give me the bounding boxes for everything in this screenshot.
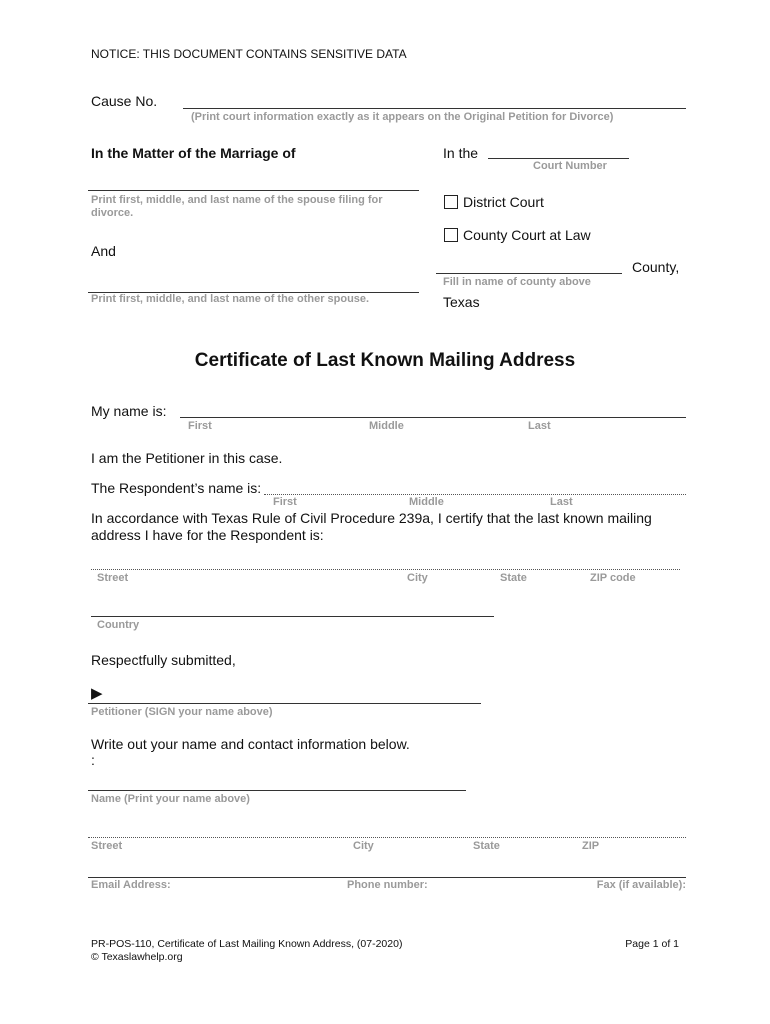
in-the-label: In the <box>443 145 479 161</box>
my-name-field[interactable] <box>180 417 686 418</box>
address-country-hint: Country <box>97 619 140 631</box>
contact-phone-hint: Phone number: <box>347 879 428 891</box>
contact-fax-hint: Fax (if available): <box>596 879 686 891</box>
signature-arrow-icon: ▶ <box>91 685 103 702</box>
address-state-hint: State <box>500 572 527 584</box>
respondent-last-hint: Last <box>550 496 573 508</box>
contact-name-field[interactable] <box>88 790 466 791</box>
address-city-hint: City <box>407 572 428 584</box>
state-texas: Texas <box>443 294 480 310</box>
contact-city-hint: City <box>353 840 374 852</box>
respondent-name-label: The Respondent’s name is: <box>91 480 262 496</box>
document-title: Certificate of Last Known Mailing Address <box>194 350 576 371</box>
district-court-label: District Court <box>463 194 544 210</box>
footer-copyright: © Texaslawhelp.org <box>91 951 183 963</box>
cause-number-label: Cause No. <box>91 93 158 109</box>
my-name-first-hint: First <box>188 420 212 432</box>
cause-number-hint: (Print court information exactly as it appears on the Original Petition for Divorce) <box>191 111 614 123</box>
footer-page-number: Page 1 of 1 <box>625 938 679 950</box>
county-label: County, <box>632 259 680 275</box>
contact-colon: : <box>91 752 95 768</box>
respondent-address-field[interactable] <box>91 569 680 570</box>
contact-street-hint: Street <box>91 840 123 852</box>
my-name-last-hint: Last <box>528 420 551 432</box>
address-zip-hint: ZIP code <box>590 572 636 584</box>
spouse-filing-name-field[interactable] <box>88 190 419 191</box>
contact-address-field[interactable] <box>88 837 686 838</box>
petitioner-statement: I am the Petitioner in this case. <box>91 450 283 466</box>
contact-zip-hint: ZIP <box>582 840 600 852</box>
contact-name-hint: Name (Print your name above) <box>91 793 250 805</box>
respondent-first-hint: First <box>273 496 297 508</box>
county-name-field[interactable] <box>436 273 622 274</box>
respondent-country-field[interactable] <box>91 616 494 617</box>
my-name-label: My name is: <box>91 403 167 419</box>
spouse-filing-hint: Print first, middle, and last name of the spouse filing for divorce. <box>91 194 383 219</box>
cause-number-field[interactable] <box>183 108 686 109</box>
my-name-middle-hint: Middle <box>369 420 404 432</box>
county-court-at-law-label: County Court at Law <box>463 227 591 243</box>
respondent-name-field[interactable] <box>264 494 686 495</box>
respondent-middle-hint: Middle <box>409 496 444 508</box>
court-number-field[interactable] <box>488 158 629 159</box>
address-street-hint: Street <box>97 572 129 584</box>
county-court-at-law-checkbox[interactable] <box>444 228 458 242</box>
district-court-checkbox[interactable] <box>444 195 458 209</box>
contact-details-field[interactable] <box>88 877 686 878</box>
certify-text-line1: In accordance with Texas Rule of Civil Procedure 239a, I certify that the last known mailing <box>91 510 652 526</box>
respectfully-submitted: Respectfully submitted, <box>91 652 236 668</box>
contact-intro: Write out your name and contact information below. <box>91 736 410 752</box>
sensitive-data-notice: NOTICE: THIS DOCUMENT CONTAINS SENSITIVE DATA <box>91 47 407 61</box>
contact-email-hint: Email Address: <box>91 879 171 891</box>
contact-state-hint: State <box>473 840 500 852</box>
other-spouse-hint: Print first, middle, and last name of the other spouse. <box>91 293 370 305</box>
certify-text-line2: address I have for the Respondent is: <box>91 527 324 543</box>
petitioner-signature-field[interactable] <box>88 703 481 704</box>
footer-form-id: PR-POS-110, Certificate of Last Mailing Known Address, (07-2020) <box>91 938 403 950</box>
matter-heading: In the Matter of the Marriage of <box>91 145 296 161</box>
court-number-hint: Court Number <box>533 160 607 172</box>
county-hint: Fill in name of county above <box>443 276 591 288</box>
and-label: And <box>91 243 116 259</box>
signature-hint: Petitioner (SIGN your name above) <box>91 706 273 718</box>
